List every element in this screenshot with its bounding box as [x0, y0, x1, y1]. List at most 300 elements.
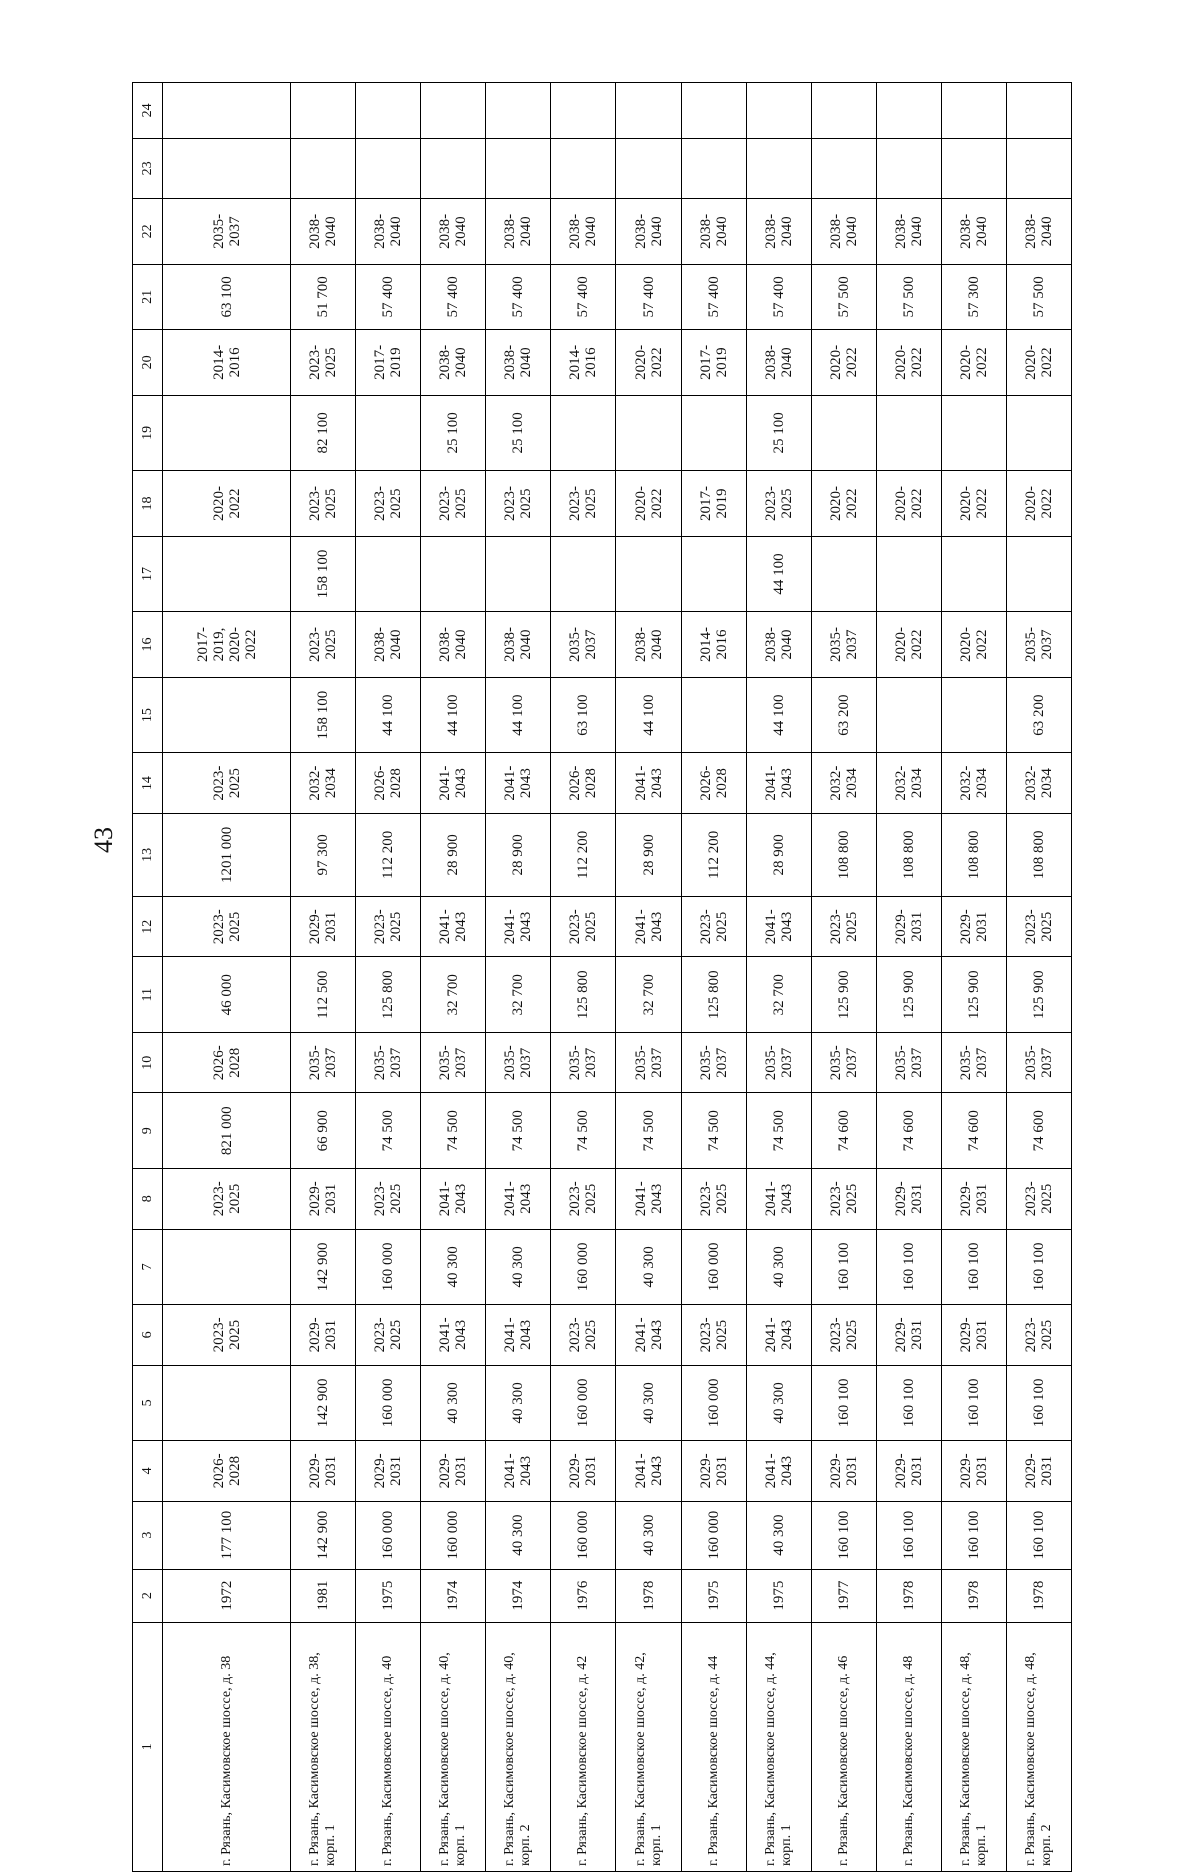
table-cell: 2023-2025 [811, 896, 876, 956]
table-cell [811, 83, 876, 139]
table-cell [811, 138, 876, 198]
table-cell: 2020-2022 [876, 471, 941, 537]
column-header: 13 [133, 813, 163, 896]
table-cell [681, 138, 746, 198]
table-cell: 40 300 [421, 1365, 486, 1441]
table-row [291, 83, 356, 1872]
table-cell [421, 138, 486, 198]
table-cell: 25 100 [746, 395, 811, 471]
table-cell: 74 500 [356, 1093, 421, 1169]
column-header: 1 [133, 1622, 163, 1871]
table-cell: 2041-2043 [486, 896, 551, 956]
table-cell [551, 395, 616, 471]
table-cell: 2029-2031 [291, 1169, 356, 1229]
column-header: 23 [133, 138, 163, 198]
table-cell: 2041-2043 [616, 1441, 681, 1501]
table-cell: 2038-2040 [681, 199, 746, 265]
table-cell: 2035-2037 [551, 1033, 616, 1093]
table-cell: 2041-2043 [616, 753, 681, 813]
table-cell [616, 536, 681, 612]
table-cell: 2035-2037 [486, 1033, 551, 1093]
table-cell: 2017-2019 [681, 471, 746, 537]
table-cell: 1978 [616, 1569, 681, 1622]
table-cell: 1974 [421, 1569, 486, 1622]
column-header: 19 [133, 395, 163, 471]
table-cell: 2029-2031 [551, 1441, 616, 1501]
table-cell: 2020-2022 [876, 612, 941, 678]
table-cell: 2035-2037 [811, 1033, 876, 1093]
table-cell: 44 100 [616, 677, 681, 753]
table-cell: 160 100 [876, 1365, 941, 1441]
table-cell: 2023-2025 [486, 471, 551, 537]
table-cell: 2020-2022 [876, 330, 941, 396]
table-cell [876, 83, 941, 139]
table-cell [163, 395, 291, 471]
address-cell: г. Рязань, Касимовское шоссе, д. 44, корп. 1 [746, 1622, 811, 1871]
table-cell: 2026-2028 [681, 753, 746, 813]
table-cell: 2035-2037 [616, 1033, 681, 1093]
table-cell: 2029-2031 [941, 1305, 1006, 1365]
table-cell: 142 900 [291, 1501, 356, 1569]
table-cell: 112 200 [551, 813, 616, 896]
table-cell: 32 700 [421, 957, 486, 1033]
table-cell: 2029-2031 [1006, 1441, 1071, 1501]
table-cell: 1201 000 [163, 813, 291, 896]
table-cell: 2020-2022 [163, 471, 291, 537]
table-cell: 2041-2043 [486, 1169, 551, 1229]
table-cell [163, 1365, 291, 1441]
table-cell: 2023-2025 [746, 471, 811, 537]
table-cell: 2029-2031 [291, 896, 356, 956]
column-header: 14 [133, 753, 163, 813]
table-cell: 40 300 [486, 1229, 551, 1305]
table-cell [681, 536, 746, 612]
table-cell: 2029-2031 [876, 896, 941, 956]
column-header: 15 [133, 677, 163, 753]
table-cell: 2029-2031 [681, 1441, 746, 1501]
table-cell: 2038-2040 [941, 199, 1006, 265]
table-cell [421, 536, 486, 612]
table-cell: 2038-2040 [1006, 199, 1071, 265]
table-cell: 2023-2025 [681, 896, 746, 956]
table-cell: 2035-2037 [941, 1033, 1006, 1093]
table-cell: 57 400 [421, 264, 486, 330]
table-cell [486, 138, 551, 198]
table-cell: 2023-2025 [421, 471, 486, 537]
column-header: 8 [133, 1169, 163, 1229]
table-cell [1006, 536, 1071, 612]
table-cell: 2041-2043 [616, 1305, 681, 1365]
table-cell: 160 100 [876, 1229, 941, 1305]
table-cell: 2035-2037 [356, 1033, 421, 1093]
table-cell: 44 100 [486, 677, 551, 753]
address-cell: г. Рязань, Касимовское шоссе, д. 38 [163, 1622, 291, 1871]
table-row [486, 83, 551, 1872]
table-cell: 108 800 [941, 813, 1006, 896]
table-cell: 2029-2031 [421, 1441, 486, 1501]
table-cell: 160 100 [811, 1501, 876, 1569]
table-cell [1006, 395, 1071, 471]
table-cell: 2017-2019 [681, 330, 746, 396]
table-cell: 40 300 [486, 1365, 551, 1441]
table-cell: 160 000 [551, 1365, 616, 1441]
table-cell: 28 900 [616, 813, 681, 896]
column-header: 9 [133, 1093, 163, 1169]
table-cell: 2023-2025 [811, 1305, 876, 1365]
table-cell: 25 100 [421, 395, 486, 471]
table-cell: 2041-2043 [421, 1169, 486, 1229]
table-cell: 160 000 [681, 1365, 746, 1441]
address-cell: г. Рязань, Касимовское шоссе, д. 40 [356, 1622, 421, 1871]
table-cell: 125 900 [811, 957, 876, 1033]
column-header: 10 [133, 1033, 163, 1093]
table-cell [1006, 83, 1071, 139]
table-cell: 2020-2022 [941, 612, 1006, 678]
table-cell: 74 500 [421, 1093, 486, 1169]
table-cell [681, 677, 746, 753]
table-cell [746, 138, 811, 198]
table-cell: 1978 [876, 1569, 941, 1622]
table-cell: 2041-2043 [421, 753, 486, 813]
table-cell [876, 677, 941, 753]
table-cell: 1978 [941, 1569, 1006, 1622]
table-cell: 2038-2040 [876, 199, 941, 265]
table-cell: 160 000 [551, 1501, 616, 1569]
table-cell [876, 138, 941, 198]
table-cell: 125 800 [356, 957, 421, 1033]
table-cell: 57 300 [941, 264, 1006, 330]
table-cell: 2038-2040 [486, 330, 551, 396]
table-cell [551, 138, 616, 198]
table-cell: 2023-2025 [551, 471, 616, 537]
table-cell [681, 83, 746, 139]
table-cell [356, 536, 421, 612]
table-cell: 2038-2040 [356, 199, 421, 265]
table-cell: 2041-2043 [486, 753, 551, 813]
table-cell [163, 677, 291, 753]
table-cell: 2023-2025 [291, 330, 356, 396]
table-cell: 40 300 [486, 1501, 551, 1569]
table-cell: 108 800 [811, 813, 876, 896]
table-cell: 32 700 [616, 957, 681, 1033]
table-cell: 57 400 [356, 264, 421, 330]
table-cell: 1974 [486, 1569, 551, 1622]
column-header: 6 [133, 1305, 163, 1365]
table-cell: 160 000 [356, 1365, 421, 1441]
table-cell: 2029-2031 [941, 896, 1006, 956]
table-cell [681, 395, 746, 471]
table-cell: 2038-2040 [616, 199, 681, 265]
table-cell: 51 700 [291, 264, 356, 330]
table-cell: 2032-2034 [876, 753, 941, 813]
table-cell [163, 138, 291, 198]
table-cell [616, 138, 681, 198]
table-cell: 1981 [291, 1569, 356, 1622]
data-table [132, 82, 1072, 1872]
table-cell: 28 900 [421, 813, 486, 896]
table-cell: 112 200 [681, 813, 746, 896]
table-cell: 2038-2040 [421, 330, 486, 396]
table-cell: 1978 [1006, 1569, 1071, 1622]
table-cell: 2023-2025 [551, 1305, 616, 1365]
table-cell: 2032-2034 [1006, 753, 1071, 813]
table-row [1006, 83, 1071, 1872]
table-row [163, 83, 291, 1872]
table-cell: 74 500 [681, 1093, 746, 1169]
table-cell: 2020-2022 [1006, 471, 1071, 537]
table-cell: 2035-2037 [551, 612, 616, 678]
table-cell: 2023-2025 [356, 896, 421, 956]
table-cell [163, 536, 291, 612]
table-cell: 2038-2040 [421, 199, 486, 265]
table-cell: 57 500 [811, 264, 876, 330]
table-cell: 63 100 [163, 264, 291, 330]
table-cell [163, 1229, 291, 1305]
table-cell: 28 900 [746, 813, 811, 896]
table-cell: 2029-2031 [811, 1441, 876, 1501]
table-cell: 2029-2031 [941, 1441, 1006, 1501]
column-header: 17 [133, 536, 163, 612]
table-cell: 2029-2031 [941, 1169, 1006, 1229]
table-row [941, 83, 1006, 1872]
table-cell: 160 000 [356, 1501, 421, 1569]
table-cell: 82 100 [291, 395, 356, 471]
table-row [421, 83, 486, 1872]
table-cell: 57 500 [1006, 264, 1071, 330]
table-row [746, 83, 811, 1872]
table-cell: 125 800 [551, 957, 616, 1033]
table-cell: 74 600 [876, 1093, 941, 1169]
table-cell: 2041-2043 [746, 896, 811, 956]
table-cell [551, 536, 616, 612]
rotated-table-container [132, 82, 1072, 1872]
address-cell: г. Рязань, Касимовское шоссе, д. 46 [811, 1622, 876, 1871]
table-row [551, 83, 616, 1872]
table-cell: 2029-2031 [876, 1441, 941, 1501]
table-cell: 2014-2016 [551, 330, 616, 396]
table-cell: 2035-2037 [163, 199, 291, 265]
table-cell: 40 300 [746, 1501, 811, 1569]
table-cell: 74 600 [1006, 1093, 1071, 1169]
table-cell: 2023-2025 [551, 896, 616, 956]
table-cell: 2041-2043 [421, 896, 486, 956]
table-cell: 2023-2025 [163, 1169, 291, 1229]
table-cell: 28 900 [486, 813, 551, 896]
table-cell: 2020-2022 [811, 471, 876, 537]
table-cell: 2041-2043 [616, 1169, 681, 1229]
table-cell: 25 100 [486, 395, 551, 471]
table-cell [356, 83, 421, 139]
table-cell: 2017-2019, 2020-2022 [163, 612, 291, 678]
column-header: 12 [133, 896, 163, 956]
table-cell: 125 900 [1006, 957, 1071, 1033]
table-cell: 142 900 [291, 1365, 356, 1441]
table-cell: 32 700 [486, 957, 551, 1033]
column-header: 18 [133, 471, 163, 537]
table-cell: 2038-2040 [551, 199, 616, 265]
table-cell: 160 100 [1006, 1229, 1071, 1305]
column-header: 5 [133, 1365, 163, 1441]
table-cell: 2026-2028 [163, 1033, 291, 1093]
table-cell: 74 500 [486, 1093, 551, 1169]
table-cell: 2023-2025 [163, 1305, 291, 1365]
table-cell: 158 100 [291, 677, 356, 753]
address-cell: г. Рязань, Касимовское шоссе, д. 44 [681, 1622, 746, 1871]
table-cell: 2023-2025 [291, 471, 356, 537]
page-number: 43 [89, 827, 118, 853]
table-cell: 97 300 [291, 813, 356, 896]
table-cell [551, 83, 616, 139]
table-cell: 40 300 [746, 1229, 811, 1305]
address-cell: г. Рязань, Касимовское шоссе, д. 42 [551, 1622, 616, 1871]
table-cell: 57 500 [876, 264, 941, 330]
table-row [681, 83, 746, 1872]
table-cell: 1975 [746, 1569, 811, 1622]
table-cell: 1975 [356, 1569, 421, 1622]
table-cell: 2014-2016 [163, 330, 291, 396]
table-cell: 108 800 [876, 813, 941, 896]
table-cell: 142 900 [291, 1229, 356, 1305]
table-cell: 2041-2043 [746, 753, 811, 813]
address-cell: г. Рязань, Касимовское шоссе, д. 38, корп. 1 [291, 1622, 356, 1871]
table-cell [616, 83, 681, 139]
table-cell: 2029-2031 [356, 1441, 421, 1501]
table-cell: 2020-2022 [616, 471, 681, 537]
table-cell: 40 300 [616, 1501, 681, 1569]
table-cell: 1972 [163, 1569, 291, 1622]
table-cell: 2038-2040 [746, 330, 811, 396]
header-row [133, 83, 163, 1872]
table-cell: 74 600 [941, 1093, 1006, 1169]
table-cell [1006, 138, 1071, 198]
table-cell: 40 300 [421, 1229, 486, 1305]
table-cell: 2029-2031 [876, 1305, 941, 1365]
table-cell: 160 100 [876, 1501, 941, 1569]
table-cell: 2035-2037 [876, 1033, 941, 1093]
table-cell: 57 400 [681, 264, 746, 330]
table-row [356, 83, 421, 1872]
table-cell: 2032-2034 [811, 753, 876, 813]
table-cell: 2026-2028 [356, 753, 421, 813]
address-cell: г. Рязань, Касимовское шоссе, д. 40, корп. 2 [486, 1622, 551, 1871]
table-cell [941, 677, 1006, 753]
table-cell: 44 100 [746, 536, 811, 612]
table-cell: 2041-2043 [746, 1441, 811, 1501]
table-cell: 2041-2043 [421, 1305, 486, 1365]
table-cell: 177 100 [163, 1501, 291, 1569]
table-cell: 2038-2040 [746, 199, 811, 265]
table-cell: 160 100 [1006, 1365, 1071, 1441]
table-cell: 2041-2043 [616, 896, 681, 956]
table-cell: 2035-2037 [421, 1033, 486, 1093]
table-cell: 2023-2025 [1006, 1305, 1071, 1365]
table-row [876, 83, 941, 1872]
table-cell: 2023-2025 [811, 1169, 876, 1229]
address-cell: г. Рязань, Касимовское шоссе, д. 48 [876, 1622, 941, 1871]
table-cell: 63 200 [1006, 677, 1071, 753]
table-cell [486, 83, 551, 139]
table-cell [941, 395, 1006, 471]
table-cell: 44 100 [746, 677, 811, 753]
table-cell: 63 100 [551, 677, 616, 753]
table-cell: 160 100 [941, 1501, 1006, 1569]
table-row [616, 83, 681, 1872]
table-cell: 2035-2037 [811, 612, 876, 678]
table-cell: 2029-2031 [291, 1441, 356, 1501]
column-header: 3 [133, 1501, 163, 1569]
table-cell: 2038-2040 [811, 199, 876, 265]
table-cell: 74 500 [746, 1093, 811, 1169]
table-cell: 46 000 [163, 957, 291, 1033]
column-header: 20 [133, 330, 163, 396]
table-cell: 2023-2025 [551, 1169, 616, 1229]
table-cell: 2020-2022 [941, 471, 1006, 537]
table-cell: 821 000 [163, 1093, 291, 1169]
table-cell: 2020-2022 [941, 330, 1006, 396]
table-cell: 2035-2037 [746, 1033, 811, 1093]
table-cell: 112 200 [356, 813, 421, 896]
address-cell: г. Рязань, Касимовское шоссе, д. 48, корп. 2 [1006, 1622, 1071, 1871]
table-cell: 2020-2022 [1006, 330, 1071, 396]
table-row [811, 83, 876, 1872]
table-cell: 2032-2034 [291, 753, 356, 813]
column-header: 22 [133, 199, 163, 265]
table-cell: 160 000 [421, 1501, 486, 1569]
table-cell: 2041-2043 [746, 1169, 811, 1229]
table-cell: 125 900 [941, 957, 1006, 1033]
table-cell: 74 600 [811, 1093, 876, 1169]
table-cell: 2014-2016 [681, 612, 746, 678]
table-cell: 40 300 [616, 1229, 681, 1305]
table-cell [486, 536, 551, 612]
table-cell: 2023-2025 [1006, 1169, 1071, 1229]
table-cell: 2023-2025 [1006, 896, 1071, 956]
table-cell: 57 400 [551, 264, 616, 330]
address-cell: г. Рязань, Касимовское шоссе, д. 42, корп. 1 [616, 1622, 681, 1871]
table-cell: 40 300 [746, 1365, 811, 1441]
table-cell: 160 100 [941, 1229, 1006, 1305]
table-cell [616, 395, 681, 471]
table-cell: 63 200 [811, 677, 876, 753]
column-header: 11 [133, 957, 163, 1033]
table-cell [291, 83, 356, 139]
table-cell: 1975 [681, 1569, 746, 1622]
table-cell [941, 138, 1006, 198]
table-cell: 2020-2022 [616, 330, 681, 396]
table-cell [876, 536, 941, 612]
table-cell [941, 83, 1006, 139]
column-header: 4 [133, 1441, 163, 1501]
table-cell: 2023-2025 [356, 471, 421, 537]
table-cell: 160 100 [811, 1229, 876, 1305]
table-cell: 2029-2031 [876, 1169, 941, 1229]
table-cell: 160 000 [356, 1229, 421, 1305]
table-cell: 2023-2025 [163, 753, 291, 813]
column-header: 21 [133, 264, 163, 330]
column-header: 16 [133, 612, 163, 678]
table-cell: 2035-2037 [681, 1033, 746, 1093]
address-cell: г. Рязань, Касимовское шоссе, д. 40, корп. 1 [421, 1622, 486, 1871]
table-cell: 160 000 [681, 1229, 746, 1305]
table-cell: 125 800 [681, 957, 746, 1033]
column-header: 7 [133, 1229, 163, 1305]
table-cell: 2041-2043 [486, 1305, 551, 1365]
table-cell: 2038-2040 [486, 612, 551, 678]
table-cell: 158 100 [291, 536, 356, 612]
table-cell: 160 000 [681, 1501, 746, 1569]
table-cell: 40 300 [616, 1365, 681, 1441]
table-cell: 2023-2025 [356, 1169, 421, 1229]
